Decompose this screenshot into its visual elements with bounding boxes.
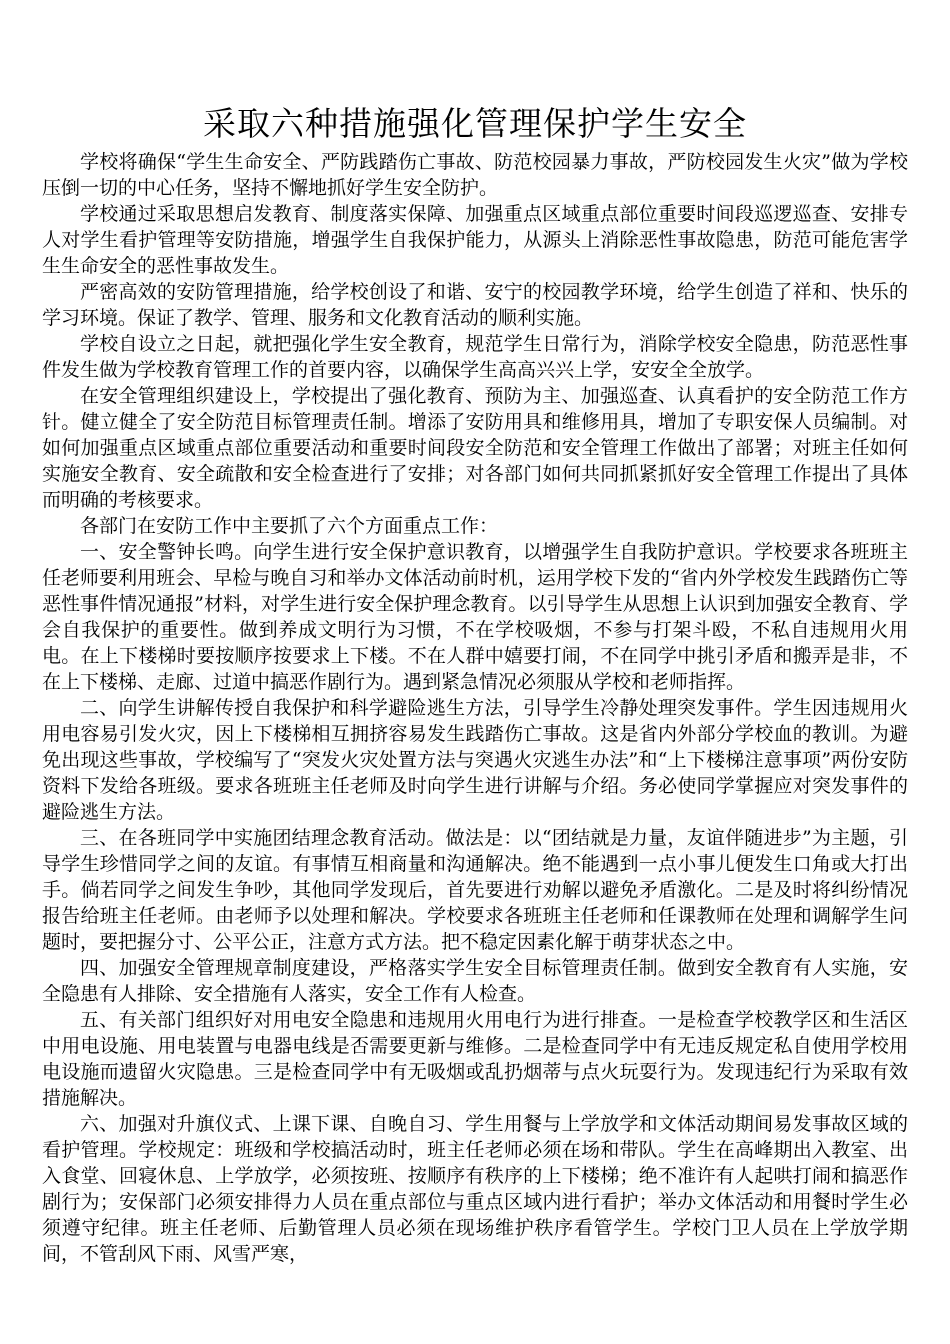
paragraph-founding: 学校自设立之日起，就把强化学生安全教育，规范学生日常行为，消除学校安全隐患，防范恶性事件发生做为学校教育管理工作的首要内容，以确保学生高高兴兴上学，安安全全放学。 — [42, 333, 908, 381]
paragraph-item-3: 三、在各班同学中实施团结理念教育活动。做法是：以“团结就是力量，友谊伴随进步”为主题，引导学生珍惜同学之间的友谊。有事情互相商量和沟通解决。绝不能遇到一点小事儿便发生口角或大打出手。倘若同学之间发生争吵，其他同学发现后，首先要进行劝解以避免矛盾激化。二是及时将纠纷情况报告给班主任老师。由老师予以处理和解决。学校要求各班班主任老师和任课教师在处理和调解学生问题时，要把握分寸、公平公正，注意方式方法。把不稳定因素化解于萌芽状态之中。 — [42, 827, 908, 953]
paragraph-measures: 学校通过采取思想启发教育、制度落实保障、加强重点区域重点部位重要时间段巡逻巡查、安排专人对学生看护管理等安防措施，增强学生自我保护能力，从源头上消除恶性事故隐患，防范可能危害学生生命安全的恶性事故发生。 — [42, 203, 908, 277]
paragraph-six-aspects: 各部门在安防工作中主要抓了六个方面重点工作： — [80, 515, 499, 537]
paragraph-intro: 学校将确保“学生生命安全、严防践踏伤亡事故、防范校园暴力事故，严防校园发生火灾”做为学校压倒一切的中心任务，坚持不懈地抓好学生安全防护。 — [42, 151, 908, 199]
document-body — [42, 149, 908, 1267]
paragraph-item-2: 二、向学生讲解传授自我保护和科学避险逃生方法，引导学生冷静处理突发事件。学生因违规用火用电容易引发火灾，因上下楼梯相互拥挤容易发生践踏伤亡事故。这是省内外部分学校血的教训。为避免出现这些事故，学校编写了“突发火灾处置方法与突遇火灾逃生办法”和“上下楼梯注意事项”两份安防资料下发给各班级。要求各班班主任老师及时向学生进行讲解与介绍。务必使同学掌握应对突发事件的避险逃生方法。 — [42, 697, 908, 823]
paragraph-item-1: 一、安全警钟长鸣。向学生进行安全保护意识教育，以增强学生自我防护意识。学校要求各班班主任老师要利用班会、早检与晚自习和举办文体活动前时机，运用学校下发的“省内外学校发生践踏伤亡等恶性事件情况通报”材料，对学生进行安全保护理念教育。以引导学生从思想上认识到加强安全教育、学会自我保护的重要性。做到养成文明行为习惯，不在学校吸烟，不参与打架斗殴，不私自违规用火用电。在上下楼梯时要按顺序按要求上下楼。不在人群中嬉要打闹，不在同学中挑引矛盾和搬弄是非，不在上下楼梯、走廊、过道中搞恶作剧行为。遇到紧急情况必须服从学校和老师指挥。 — [42, 541, 908, 693]
paragraph-item-6: 六、加强对升旗仪式、上课下课、自晚自习、学生用餐与上学放学和文体活动期间易发事故区域的看护管理。学校规定：班级和学校搞活动时，班主任老师必须在场和带队。学生在高峰期出入教室、出入食堂、回寝休息、上学放学，必须按班、按顺序有秩序的上下楼梯；绝不准许有人起哄打闹和搞恶作剧行为；安保部门必须安排得力人员在重点部位与重点区域内进行看护；举办文体活动和用餐时学生必须遵守纪律。班主任老师、后勤管理人员必须在现场维护秩序看管学生。学校门卫人员在上学放学期间，不管刮风下雨、风雪严寒， — [42, 1113, 908, 1265]
paragraph-item-5: 五、有关部门组织好对用电安全隐患和违规用火用电行为进行排查。一是检查学校教学区和生活区中用电设施、用电装置与电器电线是否需要更新与维修。二是检查同学中有无违反规定私自使用学校用电设施而遗留火灾隐患。三是检查同学中有无吸烟或乱扔烟蒂与点火玩耍行为。发现违纪行为采取有效措施解决。 — [42, 1009, 908, 1109]
paragraph-organization: 在安全管理组织建设上，学校提出了强化教育、预防为主、加强巡查、认真看护的安全防范工作方针。健立健全了安全防范目标管理责任制。增添了安防用具和维修用具，增加了专职安保人员编制。对如何加强重点区域重点部位重要活动和重要时间段安全防范和安全管理工作做出了部署；对班主任如何实施安全教育、安全疏散和安全检查进行了安排；对各部门如何共同抓紧抓好安全管理工作提出了具体而明确的考核要求。 — [42, 385, 908, 511]
paragraph-environment: 严密高效的安防管理措施，给学校创设了和谐、安宁的校园教学环境，给学生创造了祥和、快乐的学习环境。保证了教学、管理、服务和文化教育活动的顺利实施。 — [42, 281, 908, 329]
document-title: 采取六种措施强化管理保护学生安全 — [203, 104, 747, 143]
paragraph-item-4: 四、加强安全管理规章制度建设，严格落实学生安全目标管理责任制。做到安全教育有人实施，安全隐患有人排除、安全措施有人落实，安全工作有人检查。 — [42, 957, 908, 1005]
